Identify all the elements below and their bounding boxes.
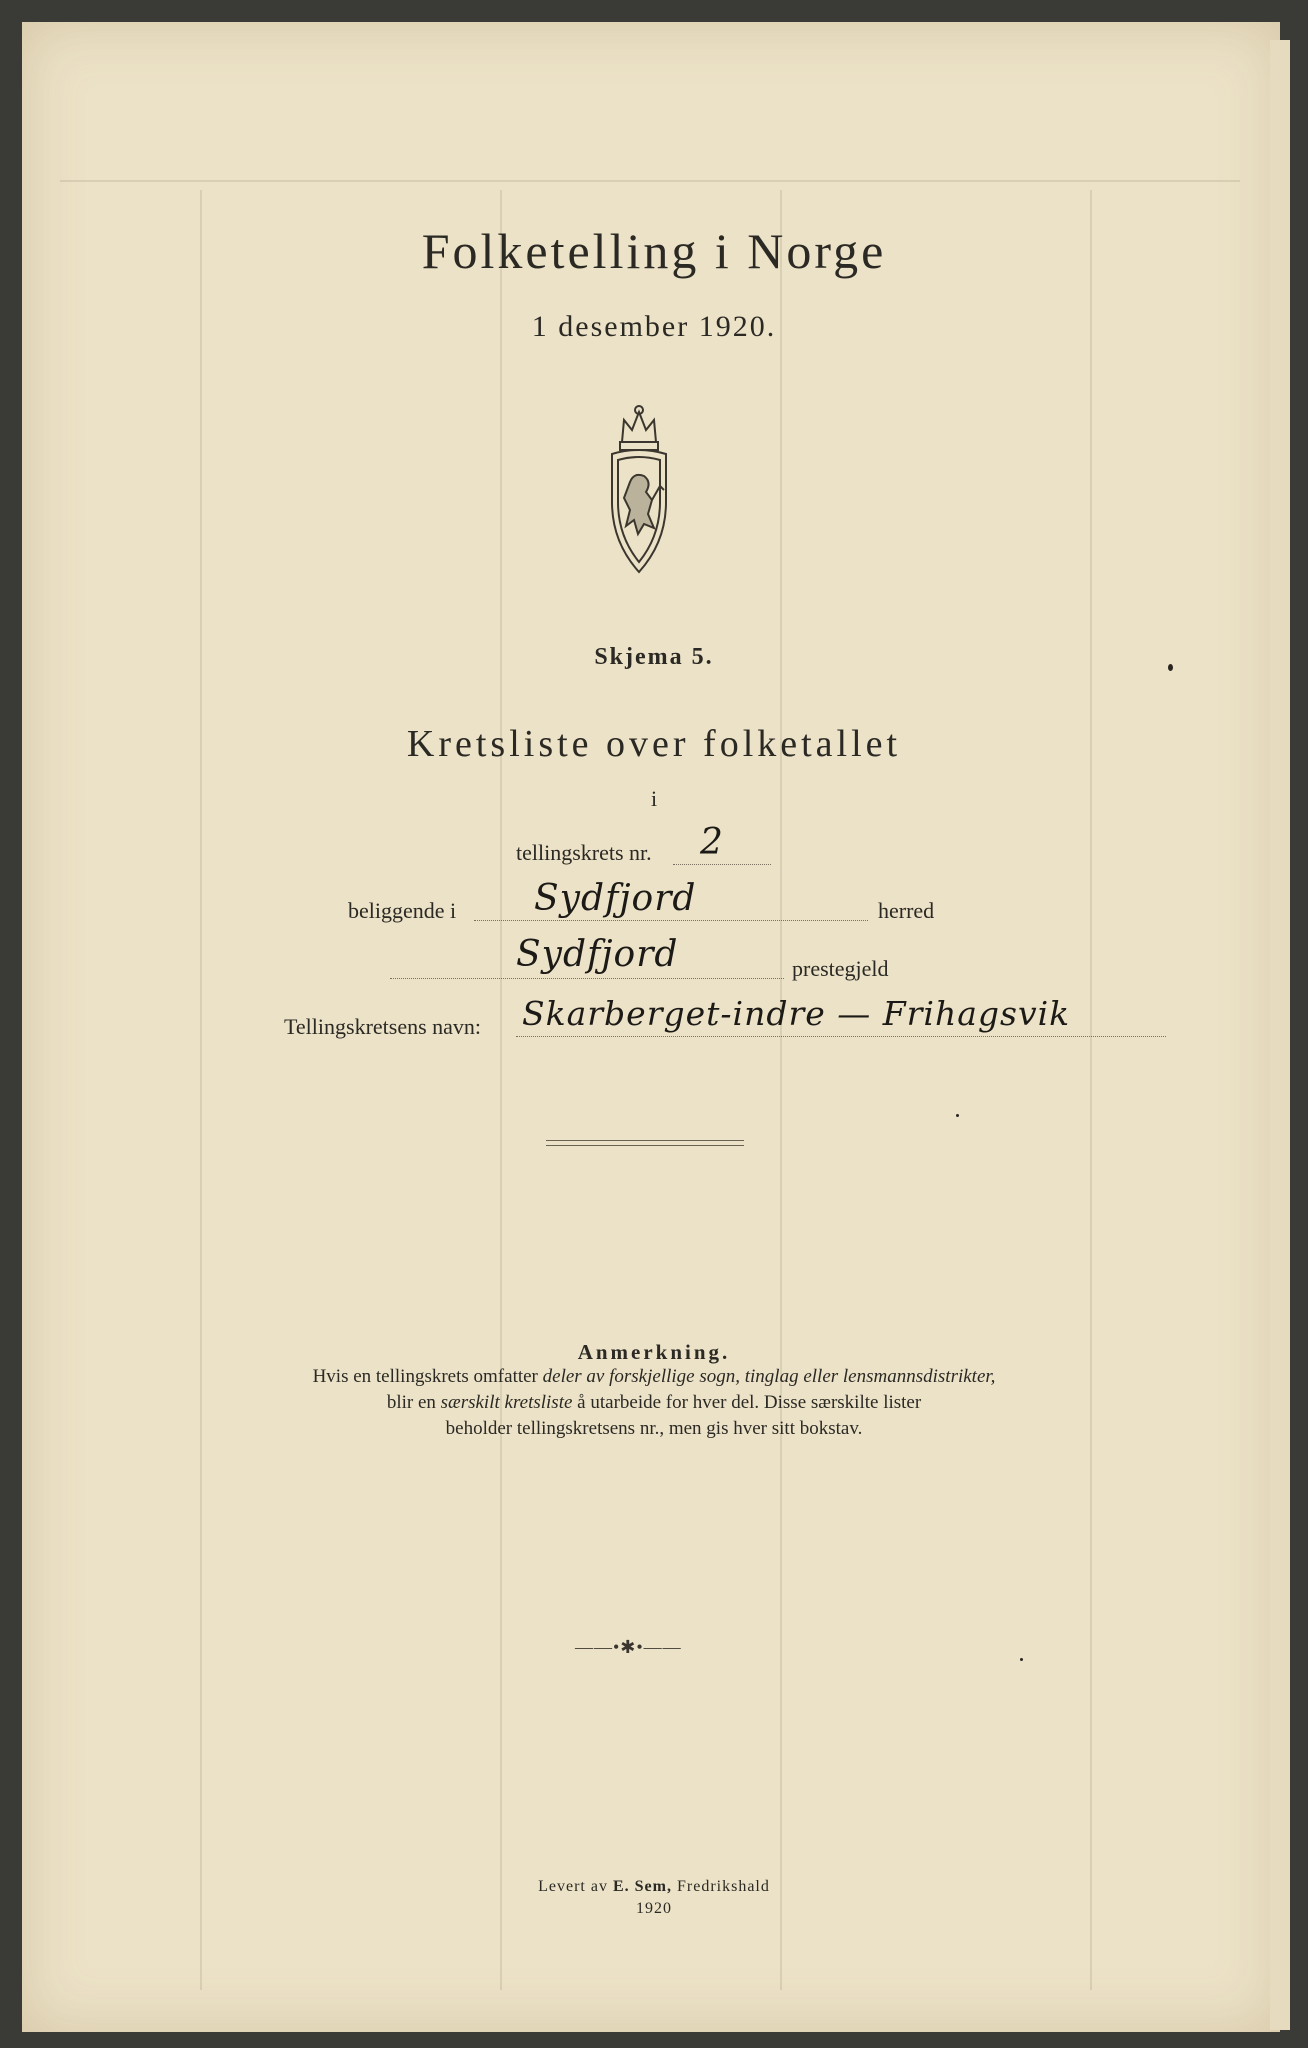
krets-number-label: tellingskrets nr. — [516, 840, 652, 865]
herred-line — [474, 920, 868, 921]
bleed-through-rule — [780, 190, 782, 1990]
prestegjeld-label: prestegjeld — [792, 956, 889, 981]
note-line: beholder tellingskretsens nr., men gis hver sitt bokstav. — [445, 1418, 863, 1439]
connector-word: i — [650, 786, 658, 811]
bleed-through-rule — [200, 190, 202, 1990]
note-text-run: blir en — [386, 1392, 441, 1413]
prestegjeld-value: Sydfjord — [516, 934, 679, 975]
note-emphasis: særskilt kretsliste — [440, 1392, 573, 1413]
census-date: 1 desember 1920. — [531, 310, 777, 343]
herred-value: Sydfjord — [534, 878, 697, 919]
printer-place: Fredrikshald — [671, 1878, 770, 1895]
printer-credit — [0, 1878, 1308, 1896]
norwegian-coat-of-arms-icon — [594, 402, 684, 574]
bleed-through-rule — [500, 190, 502, 1990]
herred-label: herred — [878, 898, 935, 923]
krets-name-label: Tellingskretsens navn: — [284, 1014, 482, 1039]
bleed-through-rule — [60, 180, 1240, 182]
note-text — [0, 1364, 1308, 1442]
schema-number: Skjema 5. — [594, 644, 714, 670]
note-heading: Anmerkning. — [577, 1340, 731, 1364]
krets-number-value: 2 — [700, 822, 724, 863]
note-line — [0, 1364, 1308, 1390]
printer-year: 1920 — [636, 1900, 672, 1917]
prestegjeld-line — [390, 978, 784, 979]
beliggende-label: beliggende i — [348, 898, 457, 923]
ink-spot — [1168, 664, 1173, 671]
note-text-run: Hvis en tellingskrets omfatter — [312, 1366, 543, 1387]
printer-prefix: Levert av — [538, 1878, 613, 1895]
bleed-through-rule — [1090, 190, 1092, 1990]
document-title: Folketelling i Norge — [421, 223, 887, 279]
note-emphasis: deler av forskjellige sogn, tinglag eller lensmannsdistrikter, — [542, 1366, 996, 1387]
ink-spot — [1020, 1658, 1023, 1661]
printer-name: E. Sem, — [612, 1878, 672, 1895]
note-line — [0, 1390, 1308, 1416]
ink-spot — [956, 1114, 959, 1117]
krets-name-line — [516, 1036, 1166, 1037]
form-heading: Kretsliste over folketallet — [406, 723, 902, 765]
krets-name-value: Skarberget-indre — Frihagsvik — [522, 994, 1071, 1033]
divider-rule — [546, 1145, 744, 1146]
krets-number-line — [673, 864, 771, 865]
divider-rule — [546, 1140, 744, 1141]
note-text-run: å utarbeide for hver del. Disse særskilte lister — [572, 1392, 922, 1413]
ornament-divider: ——•✱•—— — [575, 1637, 682, 1657]
